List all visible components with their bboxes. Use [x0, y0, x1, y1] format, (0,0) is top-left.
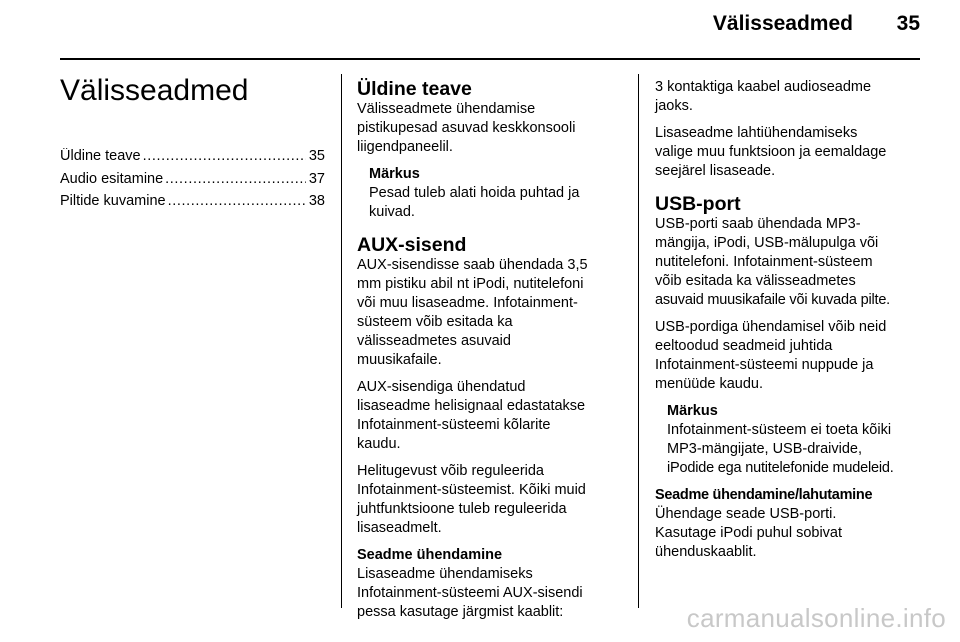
- toc-item-label: Piltide kuvamine: [60, 193, 166, 209]
- toc-leader: [143, 148, 306, 164]
- text-line: valige muu funktsioon ja eemaldage: [655, 144, 887, 160]
- aux-paragraph: [357, 256, 633, 370]
- toc-leader: [165, 171, 306, 187]
- text-line: võib esitada ka välisseadmetes: [655, 273, 856, 289]
- text-line: USB-pordiga ühendamisel võib neid: [655, 319, 887, 335]
- text-line: Infotainment-süsteemi AUX-sisendi: [357, 585, 583, 601]
- column-rule-1: [341, 74, 342, 608]
- toc-item[interactable]: [60, 193, 325, 216]
- text-line: lisaseadmelt.: [357, 520, 442, 536]
- text-line: ühenduskaablit.: [655, 544, 757, 560]
- section-heading-aux: AUX-sisend: [357, 234, 467, 256]
- text-line: seejärel lisaseade.: [655, 163, 776, 179]
- usb-paragraph: [655, 318, 925, 394]
- note-box: [655, 402, 925, 478]
- subheading-connect: Seadme ühendamine: [357, 547, 503, 563]
- toc-item-label: Üldine teave: [60, 148, 141, 164]
- connect-paragraph: [357, 565, 633, 622]
- subheading-connect-disconnect: Seadme ühendamine/lahutamine: [655, 487, 873, 503]
- text-line: menüüde kaudu.: [655, 376, 764, 392]
- toc-item[interactable]: [60, 171, 325, 194]
- text-line: juhtfunktsioone tuleb reguleerida: [357, 501, 567, 517]
- text-line: Kasutage iPodi puhul sobivat: [655, 525, 843, 541]
- section-heading-general: Üldine teave: [357, 78, 472, 100]
- text-line: mm pistiku abil nt iPodi, nutitelefoni: [357, 276, 584, 292]
- text-line: kaudu.: [357, 436, 401, 452]
- text-line: või muu lisaseadme. Infotainment-: [357, 295, 578, 311]
- toc-item-page: 37: [308, 170, 325, 187]
- note-heading: Märkus: [667, 403, 718, 419]
- text-line: liigendpaneelil.: [357, 139, 453, 155]
- text-line: MP3-mängijate, USB-draivide,: [667, 441, 863, 457]
- text-line: iPodide ega nutitelefonide mudeleid.: [667, 460, 894, 476]
- text-line: USB-porti saab ühendada MP3-: [655, 216, 861, 232]
- text-line: eeltoodud seadmeid juhtida: [655, 338, 833, 354]
- column-2: [357, 78, 633, 630]
- usb-paragraph: [655, 215, 925, 310]
- text-line: kuivad.: [369, 204, 415, 220]
- text-line: AUX-sisendiga ühendatud: [357, 379, 526, 395]
- header-rule: [60, 58, 920, 60]
- watermark-text: carmanualsonline.info: [686, 603, 946, 633]
- text-line: 3 kontaktiga kaabel audioseadme: [655, 79, 872, 95]
- text-line: Ühendage seade USB-porti.: [655, 506, 837, 522]
- text-line: Infotainment-süsteemi kõlarite: [357, 417, 551, 433]
- running-header-title: Välisseadmed: [712, 12, 853, 35]
- text-line: nutitelefoni. Infotainment-süsteem: [655, 254, 873, 270]
- text-line: välisseadmetes asuvaid: [357, 333, 511, 349]
- cable-paragraph: [655, 78, 925, 116]
- text-line: Välisseadmete ühendamise: [357, 101, 536, 117]
- text-line: mängija, iPodi, USB-mälupulga või: [655, 235, 879, 251]
- chapter-title: Välisseadmed: [60, 74, 249, 107]
- toc-item-page: 35: [308, 148, 325, 164]
- text-line: Pesad tuleb alati hoida puhtad ja: [369, 185, 580, 201]
- toc-leader: [168, 193, 306, 209]
- aux-paragraph: [357, 378, 633, 454]
- text-line: pistikupesad asuvad keskkonsooli: [357, 120, 576, 136]
- text-line: lisaseadme helisignaal edastatakse: [357, 398, 586, 414]
- text-line: Lisaseadme lahtiühendamiseks: [655, 125, 858, 141]
- text-line: Helitugevust võib reguleerida: [357, 463, 544, 479]
- disconnect-paragraph: [655, 124, 925, 181]
- text-line: Infotainment-süsteem ei toeta kõiki: [667, 422, 892, 438]
- toc-item-page: 38: [308, 193, 325, 209]
- aux-paragraph: [357, 462, 633, 538]
- text-line: Infotainment-süsteemist. Kõiki muid: [357, 482, 586, 498]
- text-line: Lisaseadme ühendamiseks: [357, 566, 533, 582]
- note-heading: Märkus: [369, 166, 420, 182]
- toc-item-label: Audio esitamine: [60, 170, 164, 187]
- section-heading-usb: USB-port: [655, 193, 741, 215]
- usb-connect-paragraph: [655, 505, 925, 562]
- toc-item[interactable]: [60, 148, 325, 171]
- column-3: [655, 78, 925, 570]
- note-box: [357, 165, 633, 222]
- text-line: jaoks.: [655, 98, 693, 114]
- table-of-contents: [60, 148, 325, 216]
- text-line: muusikafaile.: [357, 352, 442, 368]
- text-line: AUX-sisendisse saab ühendada 3,5: [357, 257, 588, 273]
- text-line: süsteem võib esitada ka: [357, 314, 513, 330]
- text-line: pessa kasutage järgmist kaablit:: [357, 604, 564, 620]
- general-paragraph: [357, 100, 633, 157]
- text-line: asuvaid muusikafaile või kuvada pilte.: [655, 292, 891, 308]
- text-line: Infotainment-süsteemi nuppude ja: [655, 357, 874, 373]
- page-number: 35: [896, 12, 920, 35]
- column-rule-2: [638, 74, 639, 608]
